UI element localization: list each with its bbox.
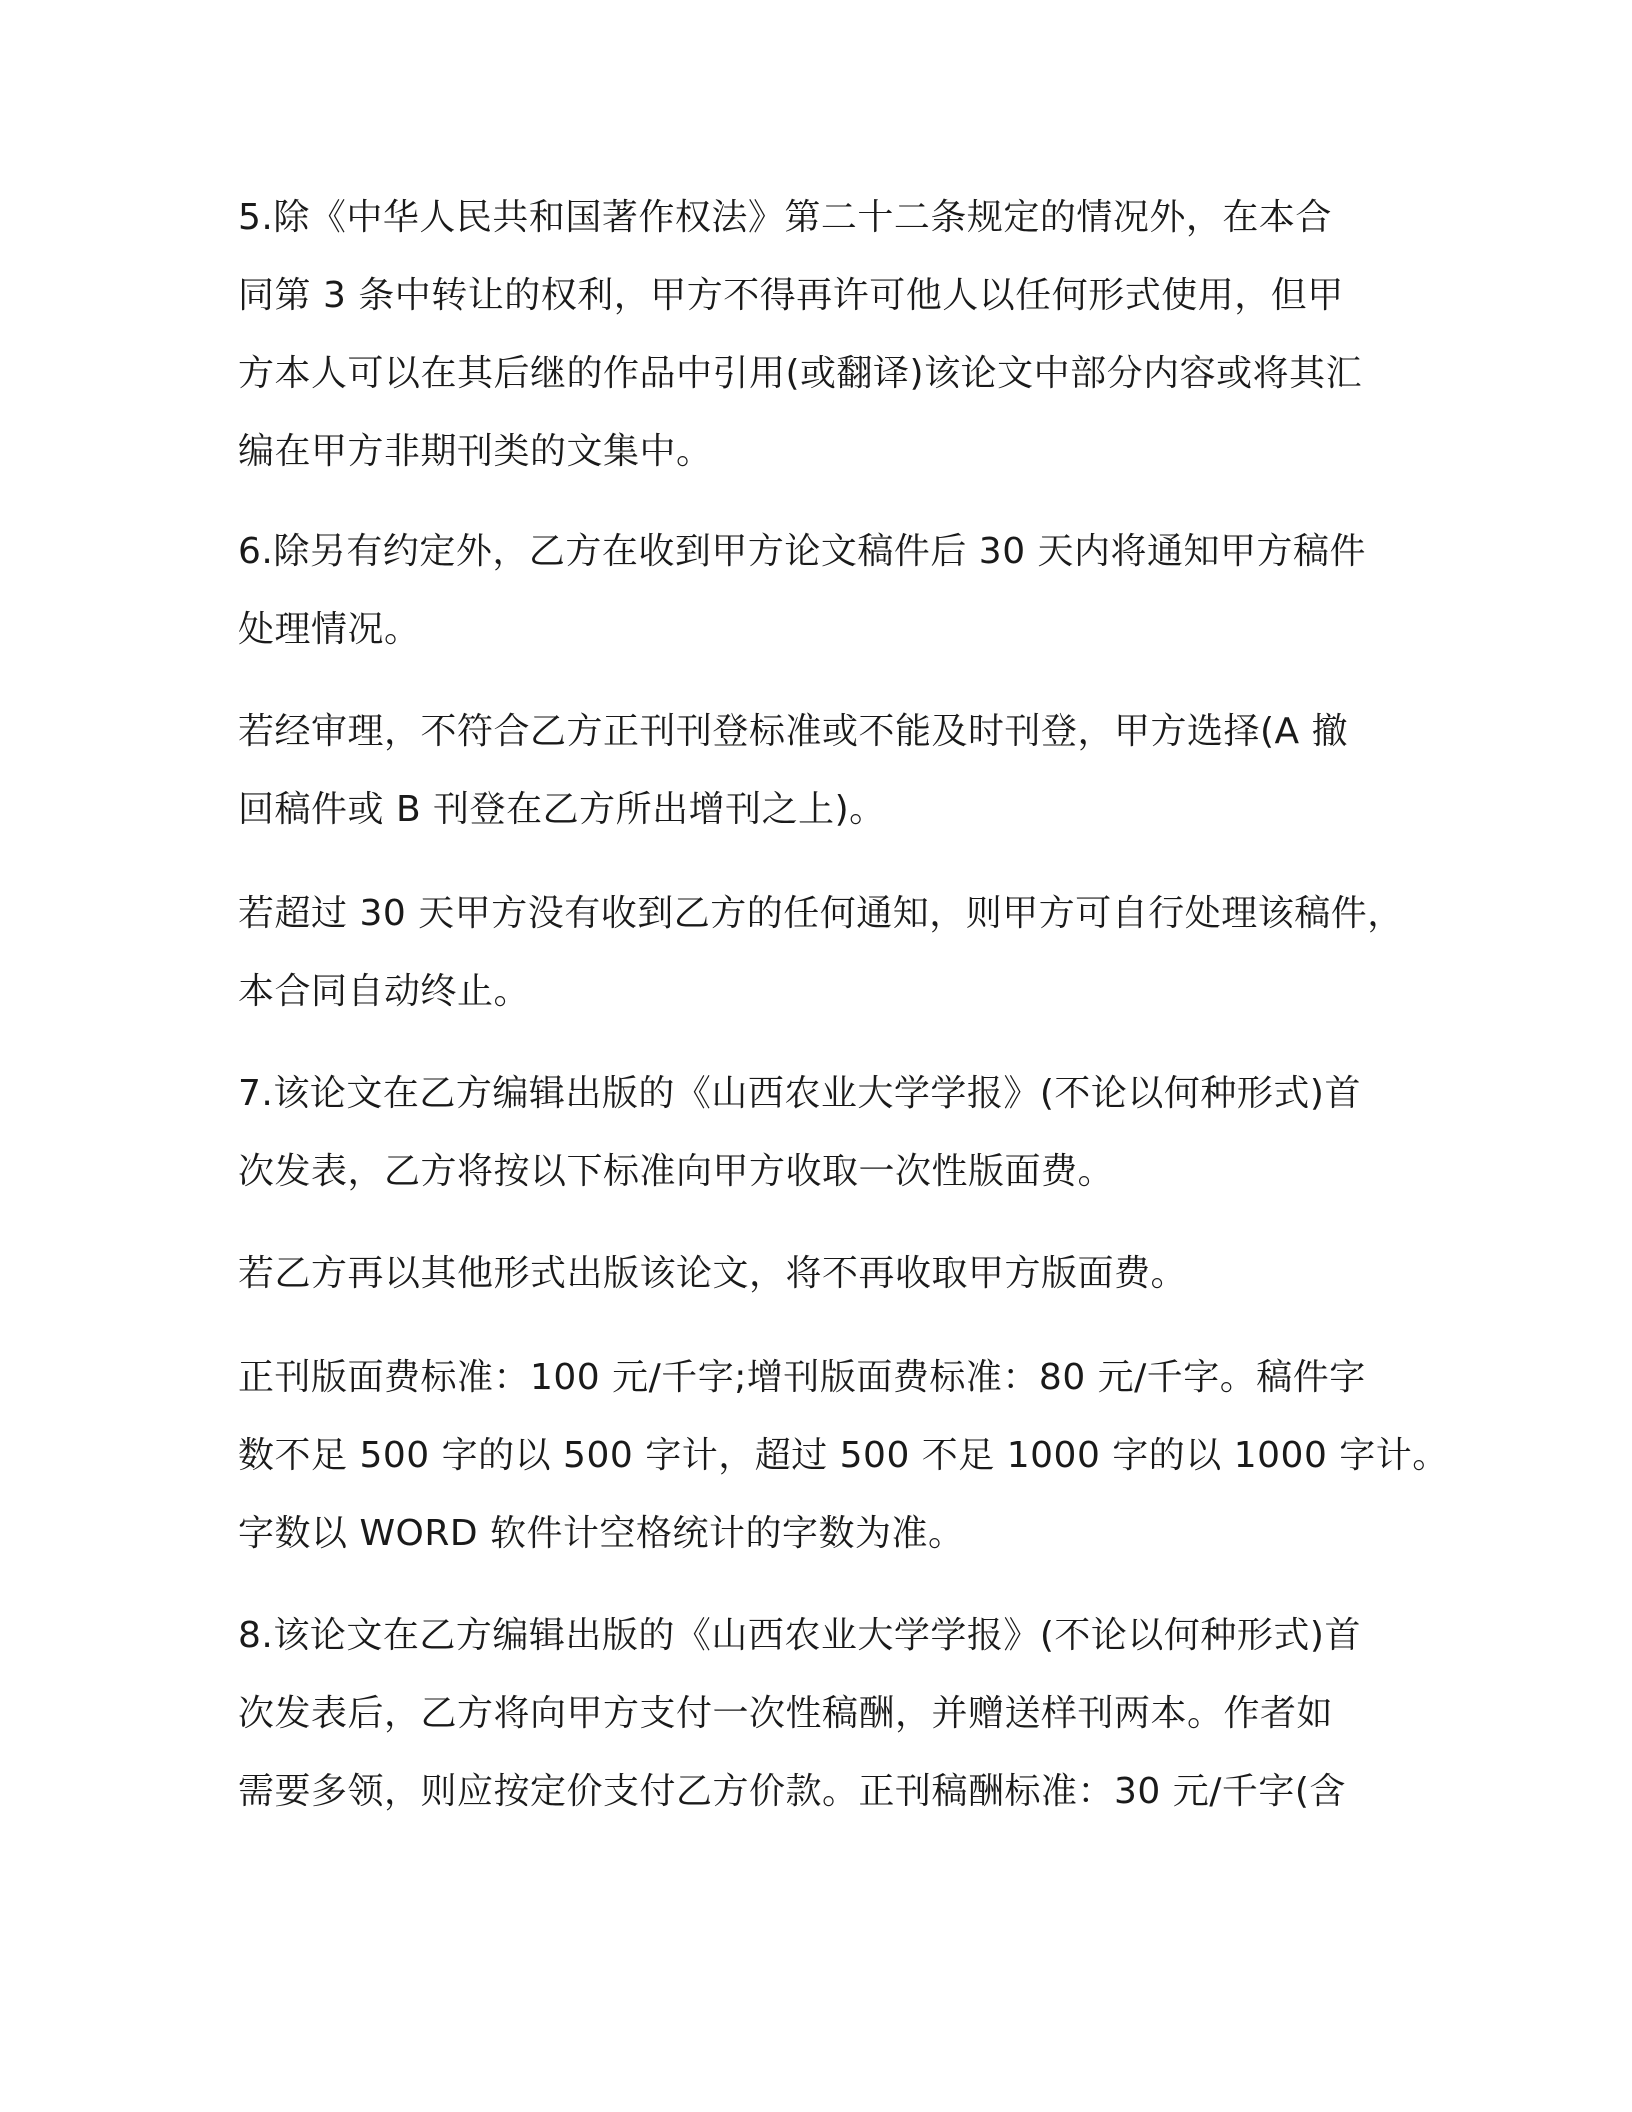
paragraph-6-line-2: 处理情况。 — [238, 609, 421, 650]
paragraph-timeout-line-1: 若超过 30 天甲方没有收到乙方的任何通知，则甲方可自行处理该稿件， — [238, 893, 1404, 934]
paragraph-review-line-1: 若经审理，不符合乙方正刊刊登标准或不能及时刊登，甲方选择(A 撤 — [238, 711, 1349, 752]
paragraph-8-line-3: 需要多领，则应按定价支付乙方价款。正刊稿酬标准：30 元/千字(含 — [238, 1771, 1346, 1812]
paragraph-5-line-2: 同第 3 条中转让的权利，甲方不得再许可他人以任何形式使用，但甲 — [238, 275, 1344, 316]
paragraph-5-line-1: 5.除《中华人民共和国著作权法》第二十二条规定的情况外，在本合 — [238, 197, 1332, 238]
paragraph-fee-line-2: 数不足 500 字的以 500 字计，超过 500 不足 1000 字的以 1000 字计。 — [238, 1435, 1449, 1476]
paragraph-8-line-2: 次发表后，乙方将向甲方支付一次性稿酬，并赠送样刊两本。作者如 — [238, 1693, 1334, 1734]
paragraph-fee-line-3: 字数以 WORD 软件计空格统计的字数为准。 — [238, 1513, 965, 1554]
paragraph-review-line-2: 回稿件或 B 刊登在乙方所出增刊之上)。 — [238, 789, 886, 830]
paragraph-other-form-line-1: 若乙方再以其他形式出版该论文，将不再收取甲方版面费。 — [238, 1253, 1188, 1294]
document-page — [238, 0, 1449, 2112]
paragraph-6-line-1: 6.除另有约定外，乙方在收到甲方论文稿件后 30 天内将通知甲方稿件 — [238, 531, 1367, 572]
paragraph-timeout-line-2: 本合同自动终止。 — [238, 971, 531, 1012]
paragraph-8-line-1: 8.该论文在乙方编辑出版的《山西农业大学学报》(不论以何种形式)首 — [238, 1615, 1361, 1656]
paragraph-5-line-3: 方本人可以在其后继的作品中引用(或翻译)该论文中部分内容或将其汇 — [238, 353, 1363, 394]
paragraph-fee-line-1: 正刊版面费标准：100 元/千字;增刊版面费标准：80 元/千字。稿件字 — [238, 1357, 1366, 1398]
paragraph-7-line-1: 7.该论文在乙方编辑出版的《山西农业大学学报》(不论以何种形式)首 — [238, 1073, 1361, 1114]
paragraph-5-line-4: 编在甲方非期刊类的文集中。 — [238, 431, 713, 472]
paragraph-7-line-2: 次发表，乙方将按以下标准向甲方收取一次性版面费。 — [238, 1151, 1115, 1192]
